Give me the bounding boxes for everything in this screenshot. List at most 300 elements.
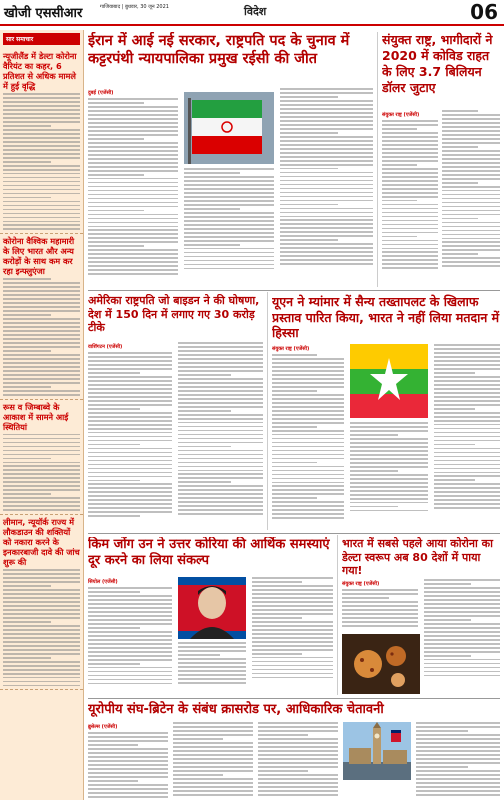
text-line — [424, 587, 500, 589]
text-line — [178, 386, 263, 388]
text-line — [424, 591, 500, 593]
text-line — [3, 101, 80, 103]
text-line — [434, 368, 500, 370]
text-line — [442, 198, 500, 200]
text-line — [184, 228, 274, 230]
myanmar-column-2 — [350, 422, 428, 530]
text-line — [442, 154, 500, 156]
text-line — [88, 432, 172, 434]
text-line — [434, 479, 475, 481]
text-line — [184, 240, 274, 242]
text-line — [434, 432, 500, 434]
text-line — [280, 120, 373, 122]
text-line — [252, 589, 333, 591]
text-line — [184, 260, 274, 262]
text-line — [88, 792, 168, 794]
text-line — [3, 665, 80, 667]
text-line — [3, 681, 80, 683]
lead-column-2 — [184, 168, 274, 288]
text-line — [88, 464, 172, 466]
text-line — [88, 122, 178, 124]
text-line — [3, 585, 51, 587]
un-headline-block — [382, 32, 500, 110]
text-line — [178, 509, 263, 511]
text-line — [442, 214, 500, 216]
text-line — [342, 625, 418, 627]
text-line — [178, 489, 263, 491]
myanmar-flag-image — [350, 344, 428, 418]
text-line — [424, 651, 500, 653]
text-line — [280, 104, 373, 106]
text-line — [382, 132, 438, 134]
text-line — [382, 204, 438, 206]
text-line — [3, 185, 80, 187]
text-line — [3, 438, 80, 440]
text-line — [350, 438, 428, 440]
text-line — [434, 491, 500, 493]
text-line — [280, 180, 373, 182]
text-line — [442, 122, 500, 124]
text-line — [178, 374, 231, 376]
text-line — [434, 503, 500, 505]
text-line — [272, 410, 344, 412]
text-line — [382, 144, 438, 146]
text-line — [272, 489, 344, 491]
text-line — [272, 414, 344, 416]
text-line — [88, 603, 172, 605]
text-line — [88, 511, 172, 513]
lead-headline: ईरान में आई नई सरकार, राष्ट्रपति पद के चुनाव में कट्टरपंथी न्यायपालिका प्रमुख रईसी की जीत — [88, 33, 350, 67]
text-line — [258, 734, 308, 736]
text-line — [3, 193, 80, 195]
text-line — [88, 663, 140, 665]
text-line — [3, 294, 80, 296]
text-line — [3, 589, 80, 591]
text-line — [258, 742, 338, 744]
text-line — [88, 245, 144, 247]
text-line — [3, 282, 80, 284]
text-line — [173, 794, 253, 796]
text-line — [178, 378, 263, 380]
eu-column-2 — [173, 722, 253, 800]
text-line — [382, 267, 438, 269]
text-line — [88, 448, 172, 450]
text-line — [280, 200, 373, 202]
text-line — [424, 583, 471, 585]
sidebar-briefs — [0, 30, 84, 800]
text-line — [88, 483, 172, 485]
text-line — [280, 100, 373, 102]
text-line — [350, 462, 428, 464]
text-line — [434, 420, 500, 422]
text-line — [3, 573, 80, 575]
text-line — [272, 497, 317, 499]
text-line — [434, 424, 500, 426]
text-line — [3, 228, 80, 230]
text-line — [424, 659, 500, 661]
text-line — [252, 657, 333, 659]
text-line — [88, 667, 172, 669]
text-line — [178, 446, 231, 448]
text-line — [178, 438, 263, 440]
text-line — [3, 113, 80, 115]
text-line — [173, 738, 223, 740]
text-line — [434, 464, 500, 466]
text-line — [3, 278, 51, 280]
text-line — [434, 392, 500, 394]
biden-headline-block — [88, 294, 263, 344]
text-line — [258, 790, 338, 792]
text-line — [416, 730, 468, 732]
text-line — [416, 758, 500, 760]
text-line — [442, 261, 500, 263]
text-line — [88, 503, 172, 505]
text-line — [3, 354, 80, 356]
text-line — [434, 404, 500, 406]
text-line — [382, 232, 438, 234]
text-line — [350, 506, 398, 508]
text-line — [258, 750, 338, 752]
text-line — [88, 436, 172, 438]
text-line — [3, 326, 80, 328]
text-line — [272, 482, 344, 484]
text-line — [3, 330, 80, 332]
korea-column-3 — [252, 577, 333, 695]
text-line — [178, 654, 220, 656]
text-line — [416, 778, 500, 780]
text-line — [184, 192, 274, 194]
text-line — [3, 213, 80, 215]
text-line — [258, 758, 338, 760]
text-line — [280, 223, 373, 225]
text-line — [258, 778, 338, 780]
text-line — [88, 202, 178, 204]
text-line — [272, 434, 344, 436]
text-line — [280, 259, 373, 261]
text-line — [178, 350, 263, 352]
text-line — [350, 470, 398, 472]
text-line — [3, 117, 80, 119]
text-line — [252, 617, 302, 619]
text-line — [88, 146, 178, 148]
text-line — [280, 108, 373, 110]
text-line — [416, 754, 500, 756]
text-line — [178, 358, 263, 360]
main-content — [88, 30, 500, 800]
text-line — [442, 158, 500, 160]
text-line — [3, 446, 80, 448]
text-line — [382, 216, 438, 218]
text-line — [272, 450, 344, 452]
text-line — [3, 493, 51, 495]
text-line — [434, 483, 500, 485]
text-line — [424, 655, 471, 657]
text-line — [88, 631, 172, 633]
text-line — [252, 661, 333, 663]
text-line — [173, 790, 253, 792]
text-line — [88, 424, 172, 426]
text-line — [342, 597, 389, 599]
brief-body — [3, 278, 80, 395]
text-line — [416, 726, 500, 728]
text-line — [173, 758, 253, 760]
brief-title: न्यूजीलैंड में डेल्टा कोरोना वैरियंट का कहर, 6 प्रतिशत से अधिक मामले में हुई वृद्धि — [3, 51, 77, 91]
text-line — [382, 120, 438, 122]
text-line — [88, 675, 172, 677]
text-line — [382, 196, 438, 198]
lead-column-1 — [88, 88, 178, 288]
text-line — [3, 450, 80, 452]
text-line — [442, 202, 500, 204]
text-line — [184, 176, 274, 178]
text-line — [88, 764, 168, 766]
text-line — [252, 669, 333, 671]
text-line — [280, 128, 373, 130]
text-line — [424, 607, 500, 609]
text-line — [178, 473, 263, 475]
text-line — [442, 126, 500, 128]
text-line — [88, 126, 178, 128]
text-line — [382, 240, 438, 242]
iran-flag-image — [184, 92, 274, 164]
text-line — [272, 358, 344, 360]
text-line — [442, 265, 500, 267]
text-line — [3, 641, 80, 643]
text-line — [416, 742, 500, 744]
text-line — [424, 639, 500, 641]
myanmar-byline: संयुक्त राष्ट्र (एजेंसी) — [272, 346, 310, 352]
text-line — [280, 263, 373, 265]
korea-column-1 — [88, 577, 172, 695]
text-line — [184, 172, 240, 174]
text-line — [88, 178, 178, 180]
text-line — [272, 362, 344, 364]
text-line — [3, 637, 80, 639]
text-line — [178, 422, 263, 424]
text-line — [382, 188, 438, 190]
text-line — [416, 786, 500, 788]
text-line — [88, 106, 178, 108]
text-line — [272, 422, 344, 424]
text-line — [280, 92, 373, 94]
text-line — [88, 468, 172, 470]
text-line — [88, 249, 178, 251]
text-line — [382, 148, 438, 150]
text-line — [350, 442, 428, 444]
text-line — [350, 502, 428, 504]
text-line — [88, 491, 172, 493]
text-line — [3, 394, 80, 396]
text-line — [88, 237, 178, 239]
text-line — [442, 230, 500, 232]
text-line — [252, 665, 333, 667]
eu-byline: ब्रुसेल्स (एजेंसी) — [88, 724, 118, 730]
text-line — [88, 253, 178, 255]
text-line — [178, 505, 263, 507]
text-line — [3, 473, 80, 475]
text-line — [442, 218, 478, 220]
text-line — [434, 352, 500, 354]
text-line — [88, 796, 168, 798]
text-line — [184, 232, 274, 234]
text-line — [424, 667, 500, 669]
text-line — [252, 677, 333, 679]
text-line — [382, 263, 438, 265]
text-line — [252, 593, 333, 595]
text-line — [88, 182, 178, 184]
text-line — [382, 168, 438, 170]
text-line — [178, 470, 263, 472]
text-line — [88, 780, 138, 782]
text-line — [272, 446, 344, 448]
text-line — [442, 114, 500, 116]
text-line — [272, 394, 344, 396]
text-line — [382, 224, 438, 226]
text-line — [173, 746, 253, 748]
text-line — [280, 243, 373, 245]
text-line — [178, 390, 263, 392]
text-line — [173, 770, 253, 772]
text-line — [88, 408, 140, 410]
text-line — [173, 786, 253, 788]
text-line — [272, 466, 344, 468]
text-line — [252, 641, 333, 643]
un-column-1 — [382, 110, 438, 286]
text-line — [173, 734, 253, 736]
text-line — [178, 501, 263, 503]
text-line — [3, 661, 80, 663]
text-line — [272, 406, 344, 408]
text-line — [173, 766, 253, 768]
text-line — [88, 607, 172, 609]
text-line — [3, 169, 80, 171]
text-line — [272, 442, 344, 444]
text-line — [3, 378, 80, 380]
text-line — [3, 161, 51, 163]
text-line — [3, 298, 80, 300]
text-line — [252, 633, 333, 635]
text-line — [434, 372, 475, 374]
text-line — [88, 679, 172, 681]
text-line — [3, 221, 80, 223]
text-line — [424, 615, 500, 617]
text-line — [184, 184, 274, 186]
text-line — [3, 505, 80, 507]
text-line — [3, 189, 80, 191]
text-line — [416, 762, 500, 764]
text-line — [88, 487, 172, 489]
delta-byline: संयुक्त राष्ट्र (एजेंसी) — [342, 581, 380, 587]
london-photo — [343, 722, 411, 780]
text-line — [3, 286, 80, 288]
text-line — [184, 224, 274, 226]
text-line — [178, 402, 263, 404]
text-line — [3, 374, 80, 376]
text-line — [434, 364, 500, 366]
text-line — [3, 145, 80, 147]
text-line — [88, 587, 172, 589]
text-line — [3, 366, 80, 368]
text-line — [88, 615, 172, 617]
text-line — [272, 390, 317, 392]
text-line — [3, 318, 80, 320]
text-line — [280, 184, 373, 186]
text-line — [3, 153, 80, 155]
text-line — [280, 160, 373, 162]
text-line — [184, 220, 274, 222]
text-line — [280, 168, 338, 170]
text-line — [382, 156, 438, 158]
text-line — [178, 458, 263, 460]
text-line — [88, 748, 168, 750]
un-byline: संयुक्त राष्ट्र (एजेंसी) — [382, 112, 420, 118]
text-line — [280, 227, 373, 229]
text-line — [442, 130, 500, 132]
text-line — [184, 248, 274, 250]
text-line — [3, 501, 80, 503]
text-line — [3, 302, 80, 304]
text-line — [88, 210, 144, 212]
text-line — [88, 134, 178, 136]
text-line — [280, 231, 373, 233]
text-line — [88, 186, 178, 188]
text-line — [3, 137, 80, 139]
text-line — [280, 176, 373, 178]
text-line — [3, 601, 80, 603]
text-line — [434, 412, 500, 414]
text-line — [88, 619, 172, 621]
text-line — [88, 261, 178, 263]
text-line — [258, 774, 338, 776]
text-line — [272, 402, 344, 404]
text-line — [258, 766, 338, 768]
text-line — [252, 673, 333, 675]
text-line — [88, 655, 172, 657]
text-line — [272, 470, 344, 472]
text-line — [280, 96, 338, 98]
text-line — [382, 128, 417, 130]
text-line — [88, 214, 178, 216]
text-line — [3, 334, 80, 336]
eu-column-1 — [88, 722, 168, 800]
text-line — [272, 454, 344, 456]
text-line — [88, 647, 172, 649]
text-line — [442, 234, 500, 236]
text-line — [434, 384, 500, 386]
text-line — [382, 176, 438, 178]
text-line — [442, 142, 500, 144]
text-line — [178, 682, 246, 684]
brief-item — [0, 400, 83, 516]
brief-item — [0, 49, 83, 234]
text-line — [3, 201, 80, 203]
text-line — [442, 222, 500, 224]
text-line — [272, 426, 317, 428]
text-line — [434, 460, 500, 462]
text-line — [3, 577, 80, 579]
text-line — [424, 671, 500, 673]
lead-headline-block — [88, 32, 373, 92]
text-line — [88, 162, 178, 164]
text-line — [424, 643, 500, 645]
text-line — [258, 726, 338, 728]
text-line — [252, 629, 333, 631]
text-line — [184, 200, 274, 202]
text-line — [3, 593, 80, 595]
text-line — [342, 589, 418, 591]
text-line — [382, 160, 438, 162]
text-line — [434, 448, 500, 450]
